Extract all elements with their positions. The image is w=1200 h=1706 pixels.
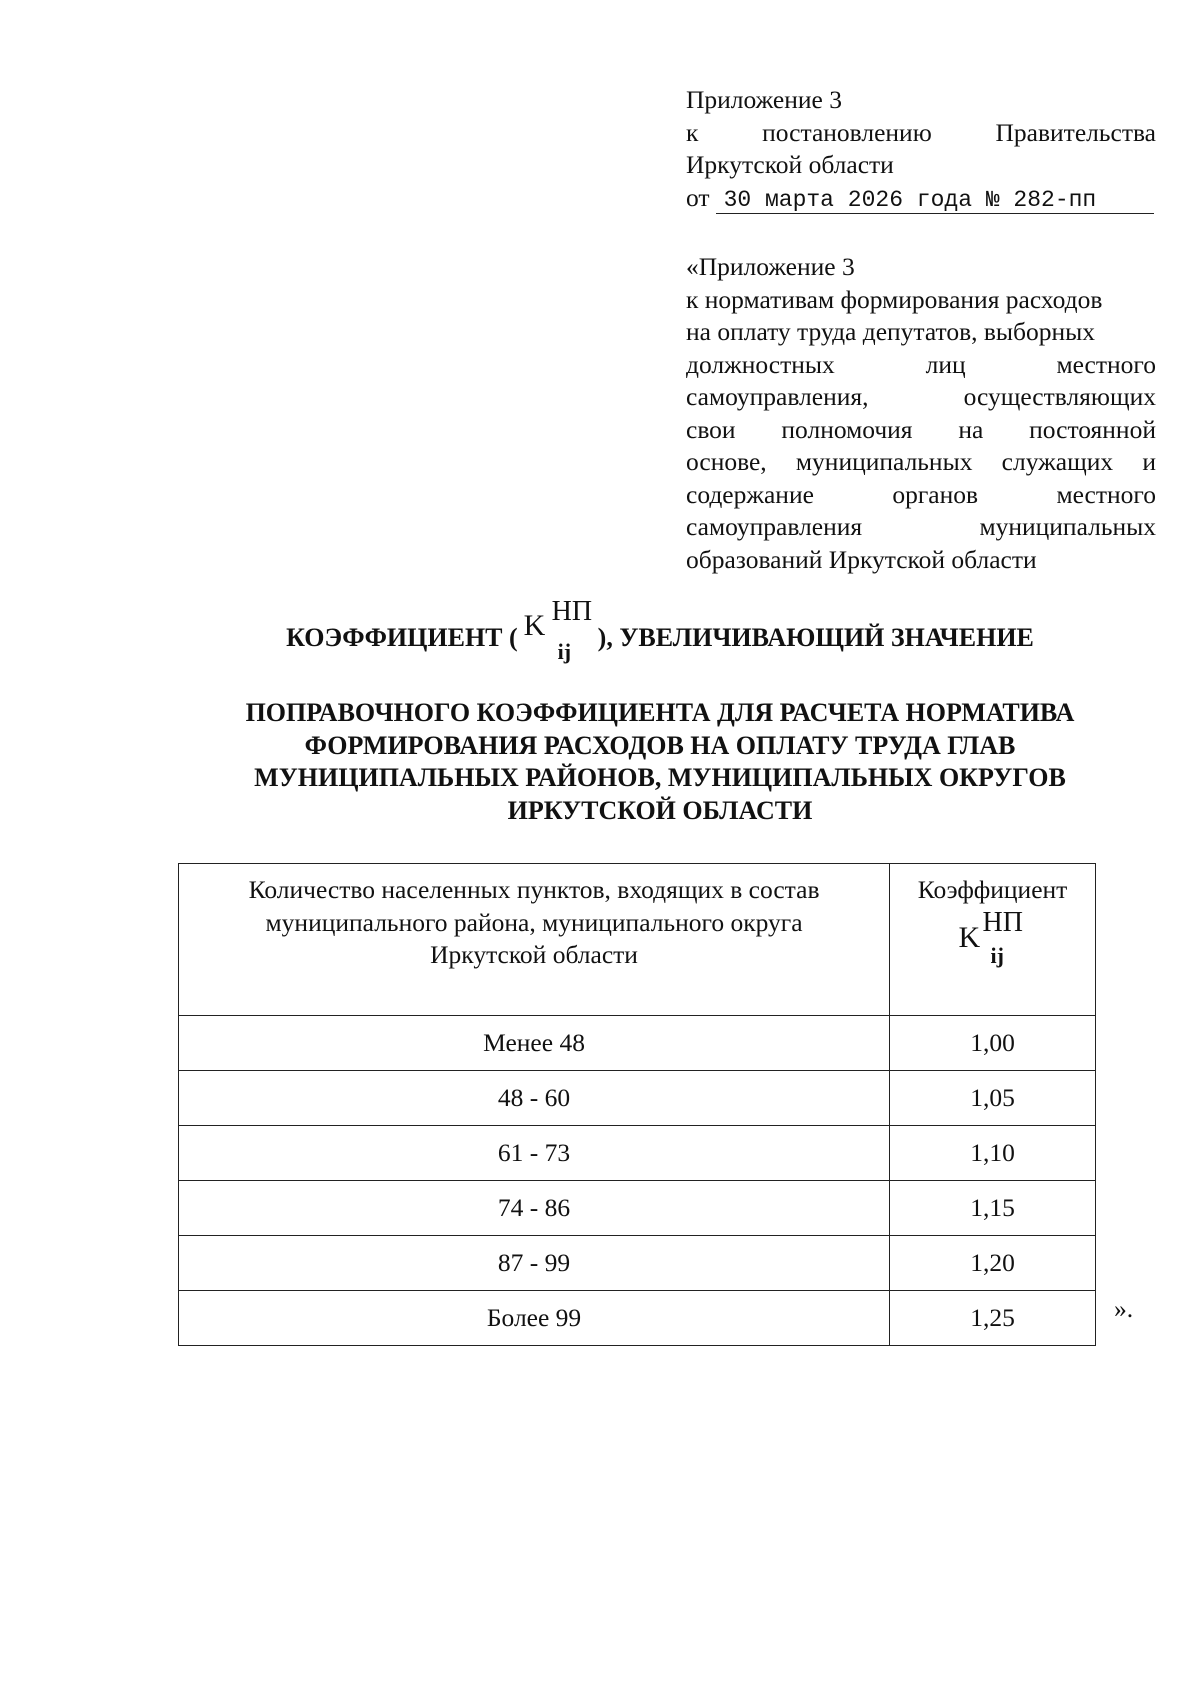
title-rest <box>180 697 1140 827</box>
coefficient-value-cell: 1,25 <box>890 1291 1096 1346</box>
coefficient-value-cell: 1,05 <box>890 1071 1096 1126</box>
from-label: от <box>686 182 710 212</box>
annex-justified-line <box>686 446 1156 479</box>
title-line: ФОРМИРОВАНИЯ РАСХОДОВ НА ОПЛАТУ ТРУДА ГЛАВ <box>304 730 1016 760</box>
appendix-label: Приложение 3 <box>686 85 842 114</box>
resolution-line <box>686 117 1156 150</box>
table-row <box>179 1291 1096 1346</box>
title-before-symbol: КОЭФФИЦИЕНТ ( <box>286 623 518 652</box>
header-col1-line: Иркутской области <box>430 940 638 969</box>
resolution-word: постановлению <box>762 117 932 147</box>
date-line <box>686 182 1156 215</box>
symbol-subscript: ij <box>557 638 572 664</box>
coefficient-value-cell: 1,00 <box>890 1016 1096 1071</box>
title-line: МУНИЦИПАЛЬНЫХ РАЙОНОВ, МУНИЦИПАЛЬНЫХ ОКРУГОВ <box>254 763 1066 792</box>
header-symbol-base: K <box>958 921 981 954</box>
annex-plain-lines <box>686 251 1156 349</box>
annex-word: самоуправления, <box>686 382 869 411</box>
annex-word: свои <box>686 414 736 444</box>
header-coefficient <box>890 864 1096 1016</box>
settlements-range-cell: 87 - 99 <box>179 1236 890 1291</box>
annex-word: муниципальных <box>979 512 1156 541</box>
annex-justified-line <box>686 381 1156 414</box>
table-row <box>179 1181 1096 1236</box>
header-col2-label: Коэффициент <box>917 875 1068 904</box>
annex-word: постоянной <box>1029 414 1156 444</box>
region-name: Иркутской области <box>686 150 894 179</box>
coefficient-symbol <box>518 595 598 664</box>
header-settlements-count <box>179 864 890 1016</box>
header-col1-line: Количество населенных пунктов, входящих в состав <box>248 875 820 904</box>
closing-quote: ». <box>1114 1294 1134 1323</box>
table-row <box>179 1016 1096 1071</box>
table-header-row <box>179 864 1096 1016</box>
header-col1-line: муниципального района, муниципального округа <box>265 907 803 937</box>
symbol-superscript: НП <box>551 595 593 627</box>
table-row <box>179 1071 1096 1126</box>
settlements-range-cell: 74 - 86 <box>179 1181 890 1236</box>
coefficient-value-cell: 1,15 <box>890 1181 1096 1236</box>
annex-word: лиц <box>925 349 966 379</box>
coefficient-table <box>178 863 1096 1346</box>
annex-word: местного <box>1056 479 1156 509</box>
to-word: к <box>686 117 699 147</box>
annex-reference <box>686 251 1156 576</box>
annex-justified-line <box>686 349 1156 382</box>
annex-word: содержание <box>686 479 814 509</box>
annex-word: должностных <box>686 349 835 379</box>
settlements-range-cell: Менее 48 <box>179 1016 890 1071</box>
annex-word: самоуправления <box>686 512 863 541</box>
table-body <box>179 1016 1096 1346</box>
header-symbol-superscript: НП <box>982 906 1023 938</box>
annex-word: на <box>958 414 984 444</box>
title-line: ПОПРАВОЧНОГО КОЭФФИЦИЕНТА ДЛЯ РАСЧЕТА НОРМАТИВА <box>245 698 1075 727</box>
title-line: ИРКУТСКОЙ ОБЛАСТИ <box>507 795 813 825</box>
annex-justified-line <box>686 414 1156 447</box>
annex-word: осуществляющих <box>963 382 1156 411</box>
settlements-range-cell: 61 - 73 <box>179 1126 890 1181</box>
title-first-line <box>180 595 1140 664</box>
annex-word: местного <box>1056 349 1156 379</box>
annex-word: органов <box>892 479 979 509</box>
table-row <box>179 1126 1096 1181</box>
coefficient-value-cell: 1,10 <box>890 1126 1096 1181</box>
annex-line: к нормативам формирования расходов <box>686 284 1103 314</box>
header-coefficient-symbol <box>953 907 1033 967</box>
table-row <box>179 1236 1096 1291</box>
annex-justified-lines <box>686 349 1156 544</box>
coefficient-value-cell: 1,20 <box>890 1236 1096 1291</box>
annex-word: и <box>1142 447 1156 476</box>
settlements-range-cell: Более 99 <box>179 1291 890 1346</box>
annex-line: «Приложение 3 <box>686 252 855 281</box>
annex-word: служащих <box>1001 447 1114 476</box>
header-symbol-subscript: ij <box>990 943 1004 968</box>
annex-last-line: образований Иркутской области <box>686 544 1037 574</box>
settlements-range-cell: 48 - 60 <box>179 1071 890 1126</box>
annex-justified-line <box>686 511 1156 544</box>
annex-word: основе, <box>686 447 767 476</box>
date-number-field: 30 марта 2026 года № 282-пп <box>716 187 1154 214</box>
government-word: Правительства <box>995 117 1156 147</box>
annex-word: полномочия <box>781 414 913 444</box>
annex-word: муниципальных <box>795 447 973 476</box>
title-after-symbol: ), УВЕЛИЧИВАЮЩИЙ ЗНАЧЕНИЕ <box>597 623 1034 652</box>
annex-justified-line <box>686 479 1156 512</box>
annex-line: на оплату труда депутатов, выборных <box>686 317 1096 346</box>
symbol-base: K <box>523 608 546 642</box>
header-col1-text <box>179 874 889 972</box>
document-header <box>686 84 1156 214</box>
